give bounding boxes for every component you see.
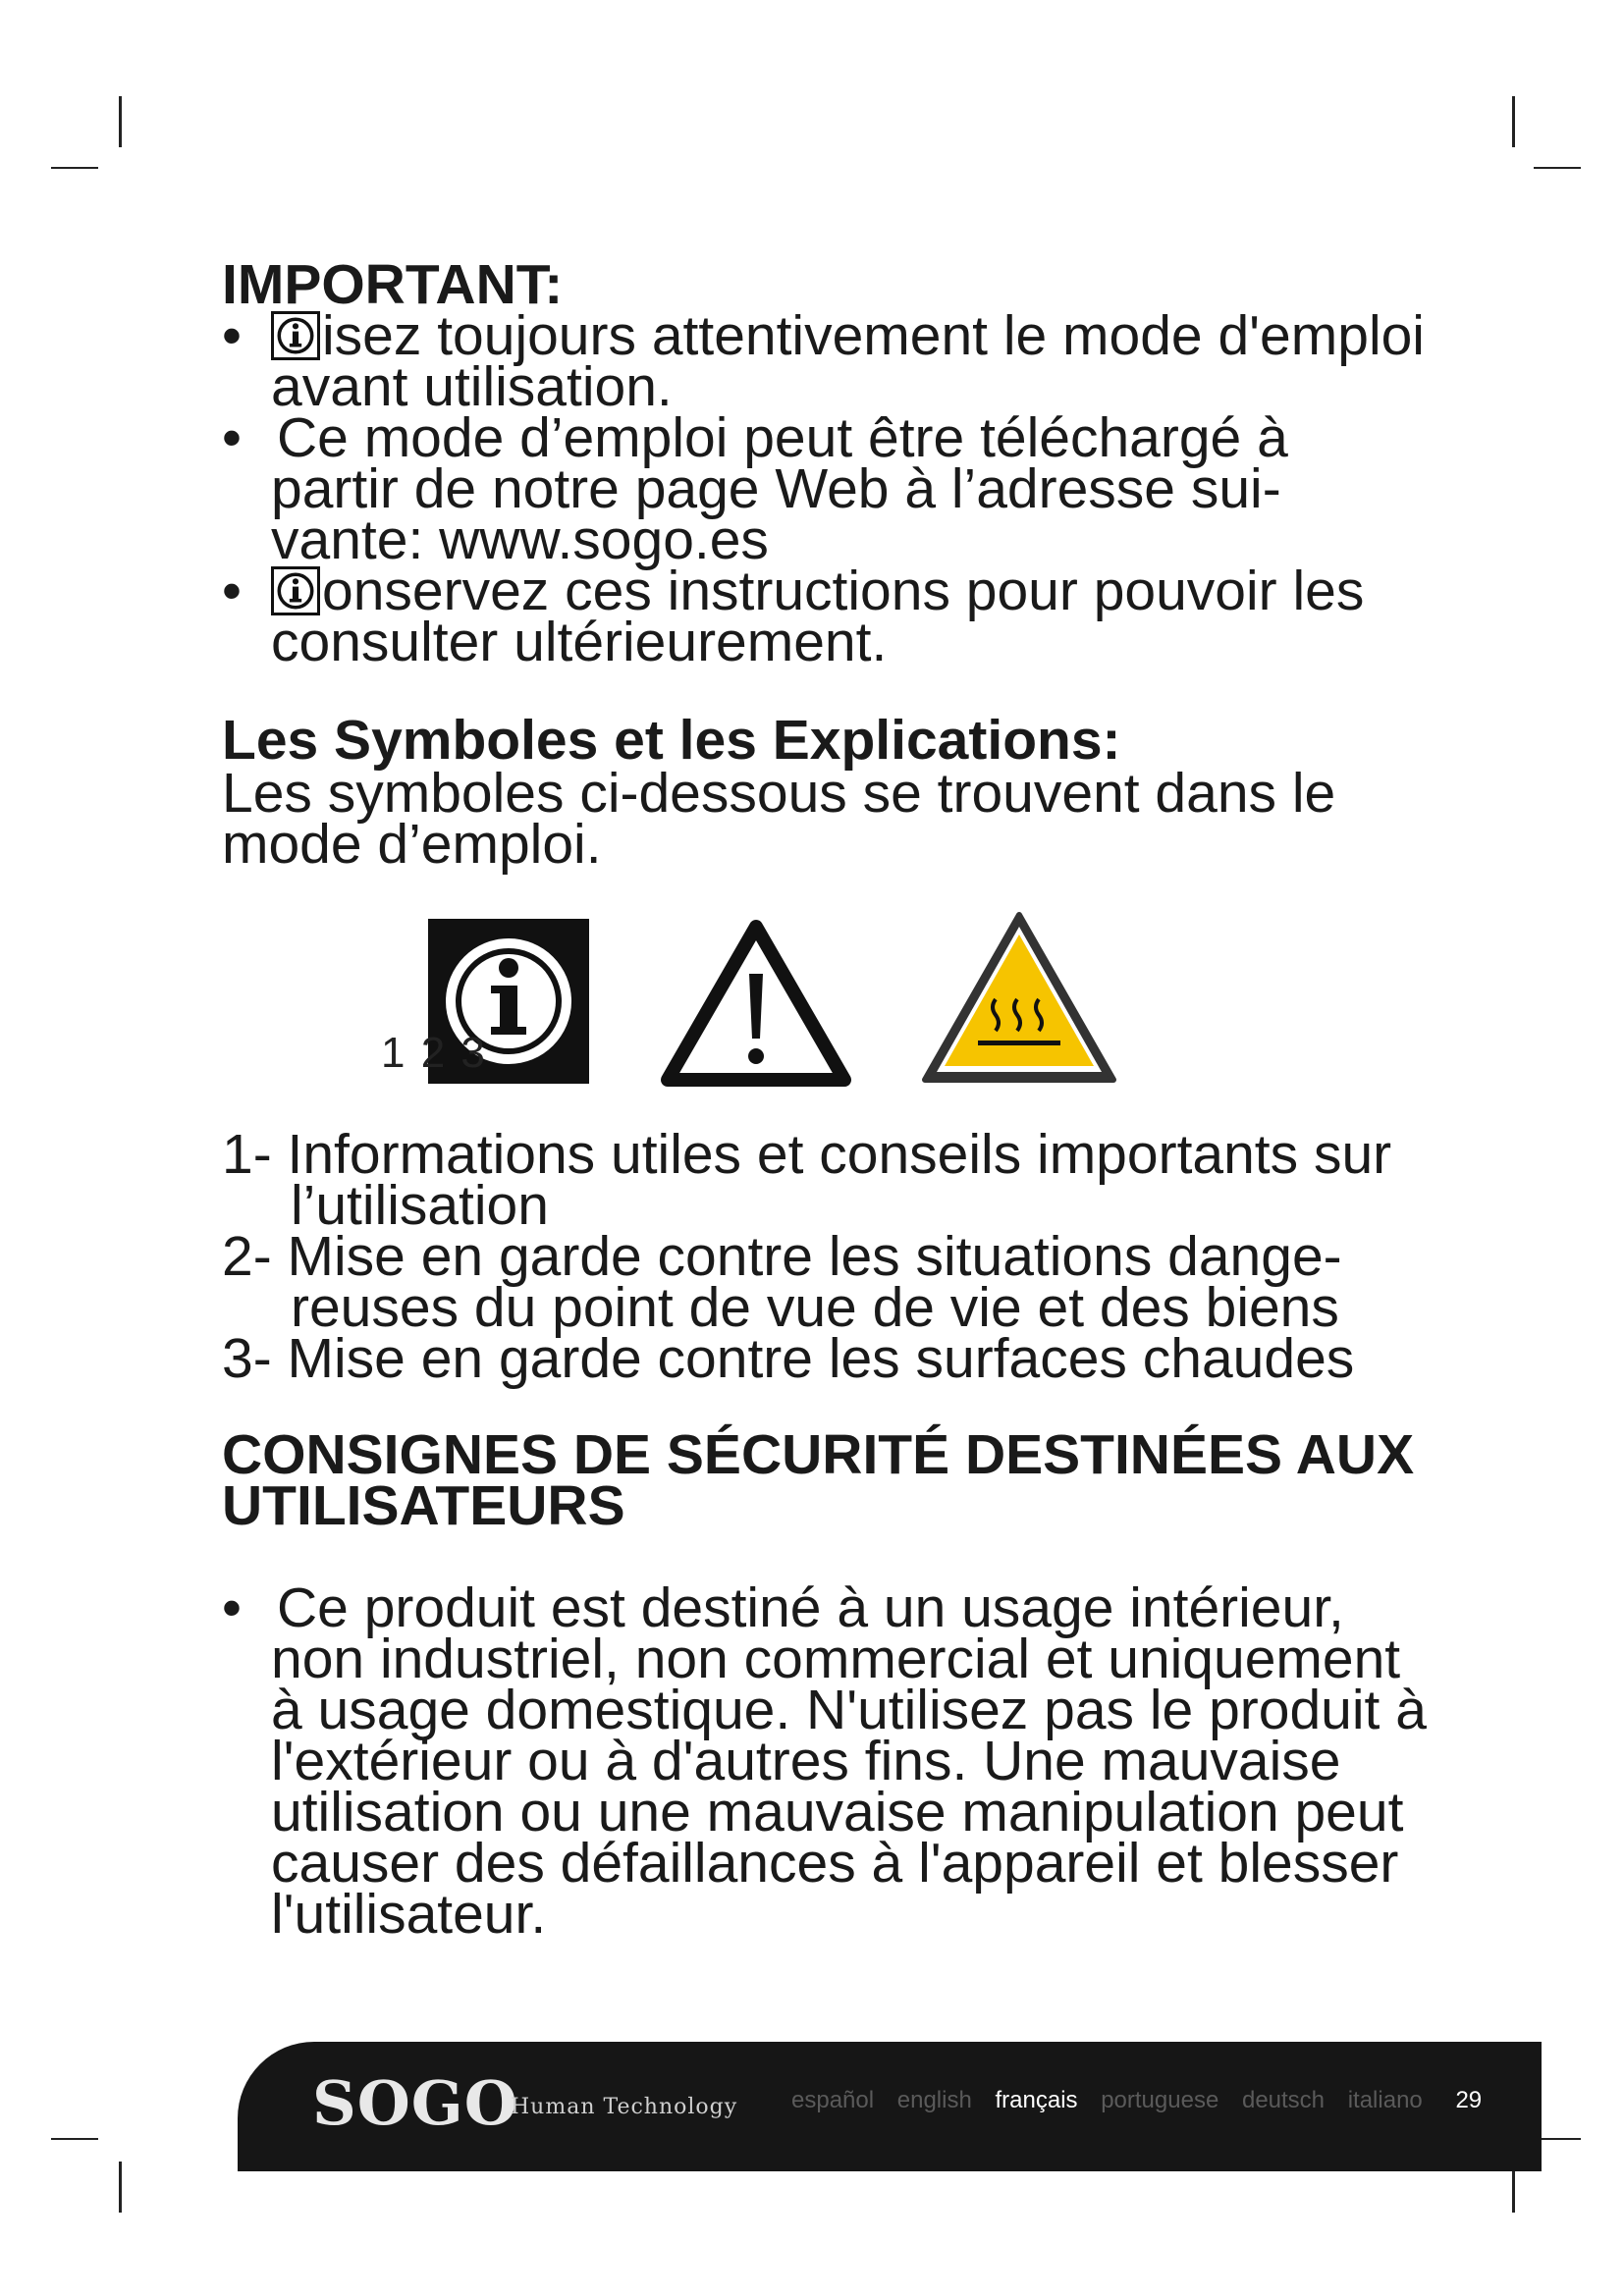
language-espanol: español <box>791 2087 875 2113</box>
brand-tagline: Human Technology <box>511 2095 738 2119</box>
info-icon <box>271 566 320 615</box>
page-number: 29 <box>1455 2087 1483 2113</box>
info-icon <box>271 311 320 360</box>
safety-bullet-1 <box>222 1576 1430 1946</box>
bullet-dot: • <box>222 304 242 367</box>
symbols-intro: Les symboles ci-dessous se trouvent dans le mode d’emploi. <box>222 762 1336 876</box>
bullet-dot: • <box>222 406 242 469</box>
crop-mark <box>51 2138 98 2140</box>
symbol-explanation-2: 2- Mise en garde contre les situations dange-reuses du point de vue de vie et des biens <box>222 1225 1342 1339</box>
important-bullet-3 <box>222 560 1430 673</box>
language-italiano: italiano <box>1347 2087 1423 2113</box>
symbol-numbers: 1 2 3 <box>381 1029 487 1077</box>
page-content <box>222 253 1430 1946</box>
language-francais: français <box>995 2087 1078 2113</box>
symbols-row <box>222 917 1430 1094</box>
hot-surface-icon <box>919 909 1119 1090</box>
important-bullet-3-text: onservez ces instructions pour pouvoir les consulter ultérieurement. <box>271 560 1365 673</box>
safety-heading: CONSIGNES DE SÉCURITÉ DESTINÉES AUX UTILISATEURS <box>222 1423 1415 1537</box>
safety-bullet-1-text: Ce produit est destiné à un usage intérieur, non industriel, non commercial et uniquement à usage domestique. N'utilisez pas le produit à l'extérieur ou à d'autres fins. Une mauvaise utilisation ou une mauvaise manipulation peut causer des défaillances à l'appareil et blesser l'utilisateur. <box>271 1576 1427 1946</box>
footer-bar <box>238 2042 1542 2171</box>
important-bullet-2 <box>222 406 1430 571</box>
crop-mark <box>119 2162 122 2213</box>
symbol-explanation-3: 3- Mise en garde contre les surfaces chaudes <box>222 1327 1355 1390</box>
bullet-dot: • <box>222 560 242 622</box>
language-portuguese: portuguese <box>1101 2087 1219 2113</box>
crop-mark <box>51 167 98 169</box>
language-list <box>791 2087 1482 2114</box>
symbols-heading: Les Symboles et les Explications: <box>222 709 1121 772</box>
warning-triangle-icon <box>658 917 854 1090</box>
important-bullet-1 <box>222 304 1430 418</box>
symbol-explanation-1: 1- Informations utiles et conseils importants sur l’utilisation <box>222 1123 1392 1237</box>
language-english: english <box>896 2087 972 2113</box>
crop-mark <box>119 96 122 147</box>
important-bullet-1-text: isez toujours attentivement le mode d'emploi avant utilisation. <box>271 304 1425 418</box>
important-heading: IMPORTANT: <box>222 253 564 316</box>
crop-mark <box>1512 96 1515 147</box>
bullet-dot: • <box>222 1576 242 1639</box>
crop-mark <box>1534 167 1581 169</box>
brand-logo: SOGO <box>312 2067 518 2139</box>
symbols-explanations <box>222 1123 1430 1390</box>
language-deutsch: deutsch <box>1241 2087 1326 2113</box>
important-bullet-2-text: Ce mode d’emploi peut être téléchargé à partir de notre page Web à l’adresse sui-vante: www.sogo.es <box>271 406 1288 571</box>
